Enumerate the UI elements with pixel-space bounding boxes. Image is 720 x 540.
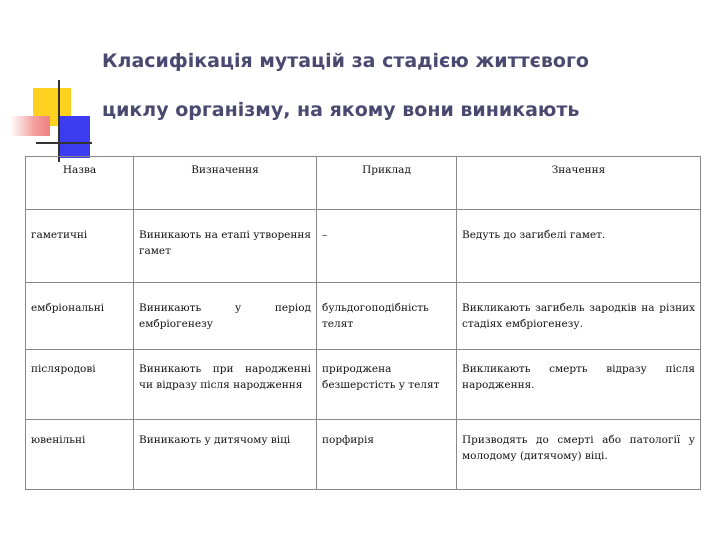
cell-significance: Призводять до смерті або патології у молодому (дитячому) віці. [457,420,701,490]
cell-example: – [317,210,457,283]
cell-definition: Виникають при народженні чи відразу після народження [134,350,317,420]
cell-example: порфирія [317,420,457,490]
table-row [26,283,701,350]
slide-title-line-1: Класифікація мутацій за стадією життєвого [102,50,589,72]
cell-definition: Виникають у дитячому віці [134,420,317,490]
header-example: Приклад [317,157,457,210]
decor-pink-bar [10,116,50,136]
cell-name: ювенільні [26,420,134,490]
cell-definition: Виникають на етапі утворення гамет [134,210,317,283]
cell-example: бульдогоподібність телят [317,283,457,350]
header-significance: Значення [457,157,701,210]
table-row [26,420,701,490]
cell-name: гаметичні [26,210,134,283]
decor-blue-square [58,116,90,158]
decor-horizontal-line [36,142,92,144]
header-definition: Визначення [134,157,317,210]
mutation-classification-table [25,156,701,490]
table-row [26,210,701,283]
cell-significance: Викликають смерть відразу після народження. [457,350,701,420]
cell-name: ембріональні [26,283,134,350]
slide-title-line-2: циклу організму, на якому вони виникають [102,99,580,121]
header-name: Назва [26,157,134,210]
table-row [26,350,701,420]
cell-name: післяродові [26,350,134,420]
table-header-row [26,157,701,210]
cell-significance: Викликають загибель зародків на різних стадіях ембріогенезу. [457,283,701,350]
decor-vertical-line [58,80,60,162]
cell-definition: Виникають у період ембріогенезу [134,283,317,350]
cell-example: природжена безшерстість у телят [317,350,457,420]
cell-significance: Ведуть до загибелі гамет. [457,210,701,283]
